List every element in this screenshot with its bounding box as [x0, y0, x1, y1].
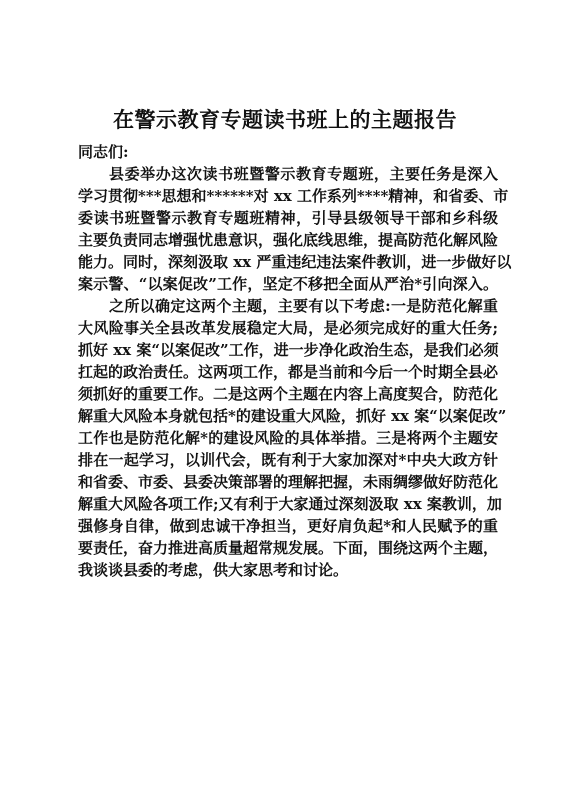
paragraph-2-line-6: 解重大风险本身就包括*的建设重大风险，抓好 xx 案“以案促改” [78, 407, 507, 425]
paragraph-2-line-11: 强修身自律，做到忠诚干净担当，更好肩负起*和人民赋予的重 [78, 517, 498, 535]
paragraph-1-line-3: 委读书班暨警示教育专题班精神，引导县级领导干部和乡科级 [78, 209, 498, 227]
paragraph-2-line-5: 须抓好的重要工作。二是这两个主题在内容上高度契合，防范化 [78, 385, 499, 403]
paragraph-2-line-1: 之所以确定这两个主题，主要有以下考虑:一是防范化解重 [109, 297, 498, 315]
paragraph-1-line-4: 主要负责同志增强忧患意识，强化底线思维，提高防范化解风险 [78, 231, 499, 249]
paragraph-2-line-9: 和省委、市委、县委决策部署的理解把握，未雨绸缪做好防范化 [78, 473, 499, 491]
paragraph-2-line-4: 扛起的政治责任。这两项工作，都是当前和今后一个时期全县必 [78, 363, 499, 381]
paragraph-1-line-6: 案示警、“以案促改”工作，坚定不移把全面从严治*引向深入。 [78, 275, 498, 293]
paragraph-2-line-13: 我谈谈县委的考虑，供大家思考和讨论。 [78, 561, 349, 579]
report-body [78, 163, 512, 581]
salutation: 同志们: [78, 143, 129, 161]
paragraph-1-line-2: 学习贯彻***思想和******对 xx 工作系列****精神，和省委、市 [78, 187, 509, 205]
paragraph-2-line-2: 大风险事关全县改革发展稳定大局，是必须完成好的重大任务; [78, 319, 498, 337]
paragraph-1-line-1: 县委举办这次读书班暨警示教育专题班，主要任务是深入 [109, 165, 498, 183]
paragraph-2-line-7: 工作也是防范化解*的建设风险的具体举措。三是将两个主题安 [78, 429, 498, 447]
paragraph-1-line-5: 能力。同时，深刻汲取 xx 严重违纪违法案件教训，进一步做好以 [78, 253, 512, 271]
document-title: 在警示教育专题读书班上的主题报告 [113, 107, 457, 132]
paragraph-2-line-12: 要责任，奋力推进高质量超常规发展。下面，围绕这两个主题， [78, 539, 499, 557]
paragraph-2-line-3: 抓好 xx 案“以案促改”工作，进一步净化政治生态，是我们必须 [78, 341, 499, 359]
paragraph-2-line-10: 解重大风险各项工作;又有利于大家通过深刻汲取 xx 案教训，加 [78, 495, 502, 513]
paragraph-2-line-8: 排在一起学习，以训代会，既有利于大家加深对*中央大政方针 [78, 451, 498, 469]
